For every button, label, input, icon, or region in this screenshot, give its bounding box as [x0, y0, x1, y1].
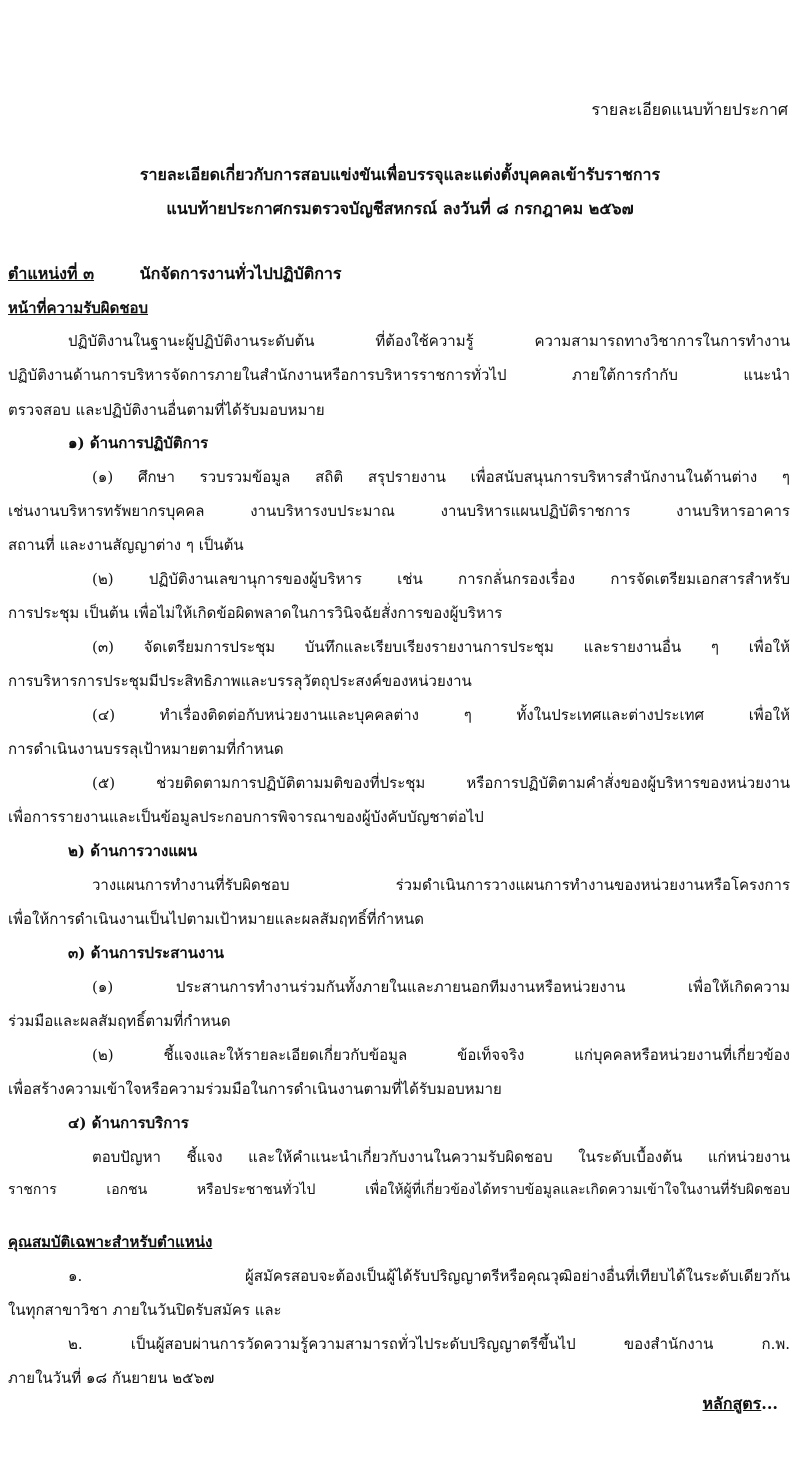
qualifications-line: ภายในวันที่ ๑๘ กันยายน ๒๕๖๗ [8, 1369, 215, 1387]
operations-line: (๓) จัดเตรียมการประชุม บันทึกและเรียบเรียงรายงานการประชุม และรายงานอื่น ๆ เพื่อให้ [92, 638, 790, 656]
operations-line: เพื่อการรายงานและเป็นข้อมูลประกอบการพิจารณาของผู้บังคับบัญชาต่อไป [8, 808, 484, 826]
operations-heading: ๑) ด้านการปฏิบัติการ [68, 434, 209, 452]
planning-heading: ๒) ด้านการวางแผน [68, 842, 198, 860]
coordination-line: (๑) ประสานการทำงานร่วมกันทั้งภายในและภายนอกทีมงานหรือหน่วยงาน เพื่อให้เกิดความ [92, 978, 790, 996]
position-row [8, 262, 341, 287]
attachment-note: รายละเอียดแนบท้ายประกาศ [591, 100, 788, 119]
operations-line: (๒) ปฏิบัติงานเลขานุการของผู้บริหาร เช่น การกลั่นกรองเรื่อง การจัดเตรียมเอกสารสำหรับ [92, 570, 790, 588]
operations-line: (๕) ช่วยติดตามการปฏิบัติตามมติของที่ประชุม หรือการปฏิบัติตามคำสั่งของผู้บริหารของหน่วยงาน [92, 774, 790, 792]
qualifications-line: ในทุกสาขาวิชา ภายในวันปิดรับสมัคร และ [8, 1301, 282, 1319]
operations-line: (๔) ทำเรื่องติดต่อกับหน่วยงานและบุคคลต่าง ๆ ทั้งในประเทศและต่างประเทศ เพื่อให้ [92, 706, 790, 724]
duties-intro-line: ปฏิบัติงานด้านการบริหารจัดการภายในสำนักงานหรือการบริหารราชการทั่วไป ภายใต้การกำกับ แนะนำ [8, 366, 790, 384]
position-name: นักจัดการงานทั่วไปปฏิบัติการ [139, 264, 342, 283]
coordination-line: ร่วมมือและผลสัมฤทธิ์ตามที่กำหนด [8, 1012, 231, 1030]
continuation-label: หลักสูตร [702, 1394, 762, 1413]
coordination-line: เพื่อสร้างความเข้าใจหรือความร่วมมือในการดำเนินงานตามที่ได้รับมอบหมาย [8, 1080, 502, 1098]
coordination-line: (๒) ชี้แจงและให้รายละเอียดเกี่ยวกับข้อมูล ข้อเท็จจริง แก่บุคคลหรือหน่วยงานที่เกี่ยวข้อง [92, 1046, 790, 1064]
service-line: ราชการ เอกชน หรือประชาชนทั่วไป เพื่อให้ผู้ที่เกี่ยวข้องได้ทราบข้อมูลและเกิดความเข้าใจในงานที่รับผิดชอบ [8, 1182, 790, 1198]
planning-line: เพื่อให้การดำเนินงานเป็นไปตามเป้าหมายและผลสัมฤทธิ์ที่กำหนด [8, 910, 425, 928]
coordination-heading: ๓) ด้านการประสานงาน [68, 944, 225, 962]
qualifications-line: ๑. ผู้สมัครสอบจะต้องเป็นผู้ได้รับปริญญาตรีหรือคุณวุฒิอย่างอื่นที่เทียบได้ในระดับเดียวกัน [68, 1267, 790, 1285]
continuation-dots: ... [761, 1394, 778, 1413]
duties-intro-line: ปฏิบัติงานในฐานะผู้ปฏิบัติงานระดับต้น ที่ต้องใช้ความรู้ ความสามารถทางวิชาการในการทำงาน [68, 332, 790, 350]
operations-line: การประชุม เป็นต้น เพื่อไม่ให้เกิดข้อผิดพลาดในการวินิจฉัยสั่งการของผู้บริหาร [8, 604, 503, 622]
continuation-note [702, 1392, 778, 1417]
operations-line: สถานที่ และงานสัญญาต่าง ๆ เป็นต้น [8, 536, 244, 554]
duties-heading: หน้าที่ความรับผิดชอบ [8, 299, 149, 317]
service-line: ตอบปัญหา ชี้แจง และให้คำแนะนำเกี่ยวกับงานในความรับผิดชอบ ในระดับเบื้องต้น แก่หน่วยงาน [92, 1148, 790, 1166]
operations-line: การบริหารการประชุมมีประสิทธิภาพและบรรลุวัตถุประสงค์ของหน่วยงาน [8, 672, 472, 690]
position-label: ตำแหน่งที่ ๓ [8, 264, 95, 283]
operations-line: (๑) ศึกษา รวบรวมข้อมูล สถิติ สรุปรายงาน เพื่อสนับสนุนการบริหารสำนักงานในด้านต่าง ๆ [92, 468, 790, 486]
document-title: รายละเอียดเกี่ยวกับการสอบแข่งขันเพื่อบรรจุและแต่งตั้งบุคคลเข้ารับราชการ [139, 165, 661, 184]
qualifications-heading: คุณสมบัติเฉพาะสำหรับตำแหน่ง [8, 1233, 213, 1251]
qualifications-line: ๒. เป็นผู้สอบผ่านการวัดความรู้ความสามารถทั่วไประดับปริญญาตรีขึ้นไป ของสำนักงาน ก.พ. [68, 1335, 790, 1353]
service-heading: ๔) ด้านการบริการ [68, 1114, 189, 1132]
operations-line: เช่นงานบริหารทรัพยากรบุคคล งานบริหารงบประมาณ งานบริหารแผนปฏิบัติราชการ งานบริหารอาคาร [8, 502, 790, 520]
duties-intro-line: ตรวจสอบ และปฏิบัติงานอื่นตามที่ได้รับมอบหมาย [8, 401, 325, 419]
document-subtitle: แนบท้ายประกาศกรมตรวจบัญชีสหกรณ์ ลงวันที่ ๘ กรกฎาคม ๒๕๖๗ [166, 199, 634, 218]
planning-line: วางแผนการทำงานที่รับผิดชอบ ร่วมดำเนินการวางแผนการทำงานของหน่วยงานหรือโครงการ [92, 876, 790, 894]
operations-line: การดำเนินงานบรรลุเป้าหมายตามที่กำหนด [8, 740, 284, 758]
